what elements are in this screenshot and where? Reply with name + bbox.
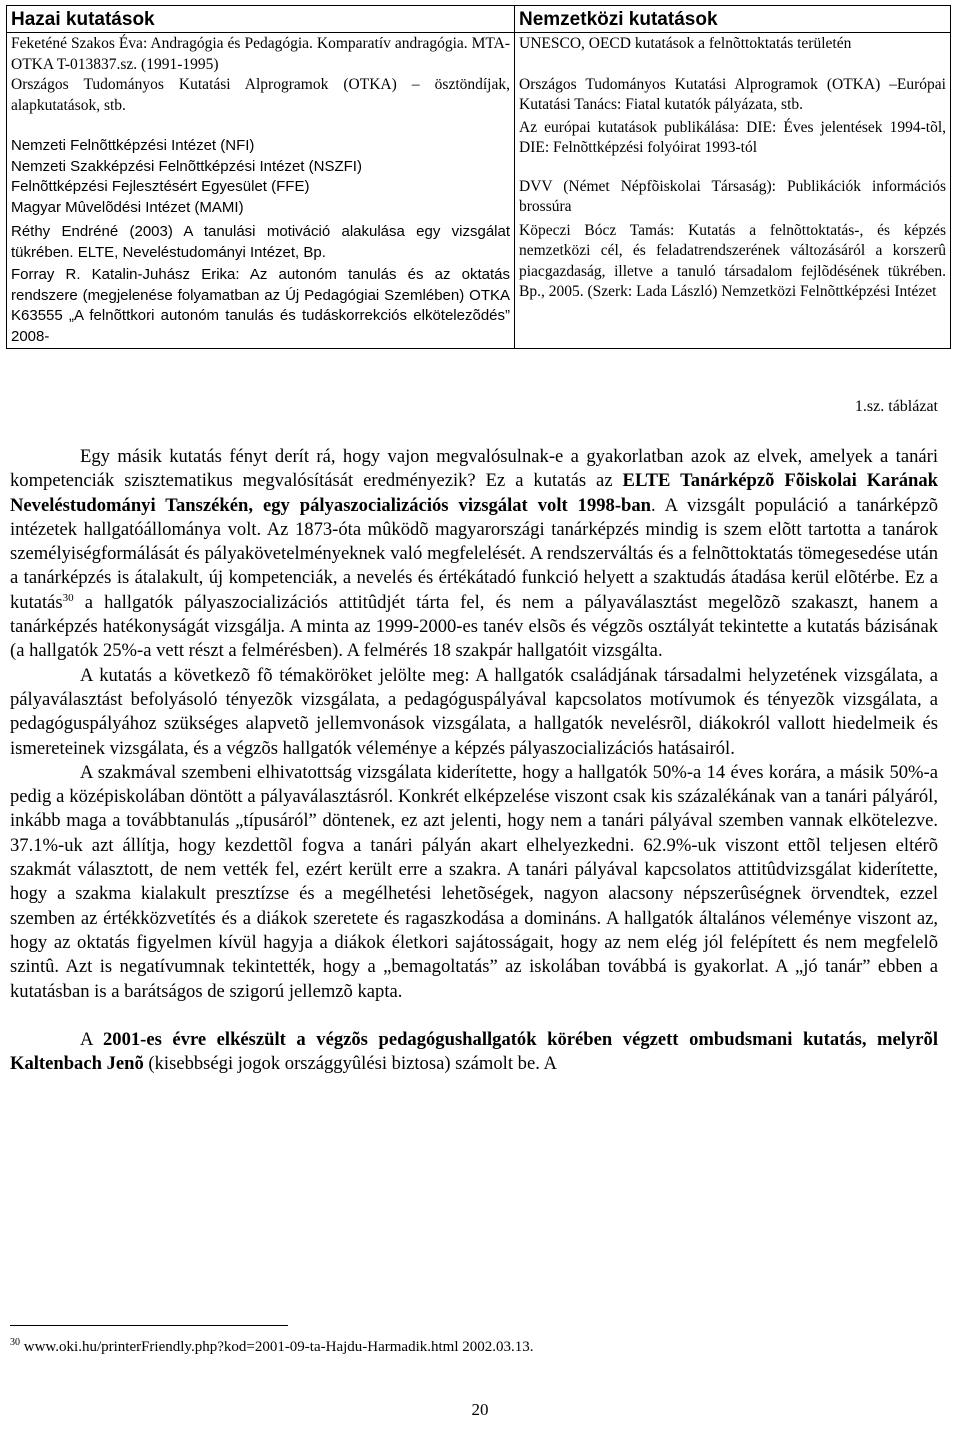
body-text — [10, 445, 938, 1076]
international-entry-3: Az európai kutatások publikálása: DIE: Éves jelentések 1994-tõl, DIE: Felnõttképzési folyóirat 1993-tól — [519, 118, 946, 156]
table-header-international: Nemzetközi kutatások — [515, 6, 951, 33]
domestic-entry-2: Országos Tudományos Kutatási Alprogramok (OTKA) – ösztöndíjak, alapkutatások, stb. — [11, 76, 510, 114]
footnote-reference: 30 — [62, 591, 74, 604]
footnote-separator — [10, 1325, 288, 1326]
institute-line: Nemzeti Felnõttképzési Intézet (NFI) — [11, 137, 255, 154]
paragraph: Egy másik kutatás fényt derít rá, hogy vajon megvalósulnak-e a gyakorlatban azok az elvek, amelyek a tanári kompetenciák szisztematikus megvalósítását eredményezik? Ez a kutatás az ELTE Tanárképzõ Fõiskolai Karának Neveléstudományi Tanszékén, egy pályaszocializációs vizsgálat volt 1998-ban. A vizsgált populáció a tanárképzõ intézetek hallgatóállománya volt. Az 1873-óta mûködõ magyarországi tanárképzés mindig is szem elõtt tartotta a tanárok személyiségformálását és pályakövetelményeknek való megfelelését. A rendszerváltás és a felnõttoktatás tömegesedése után a tanárképzés is átalakult, új kompetenciák, a nevelés és értékátadó funkció helyett a szaktudás átadása kerül elõtérbe. Ez a kutatás$^{30}$ a hallgatók pályaszocializációs attitûdjét tárta fel, és nem a pályaválasztást megelõzõ szakaszt, hanem a tanárképzés hatékonyságát vizsgálja. A minta az 1999-2000-es tanév elsõs és végzõs osztályát tekintette a kutatás bázisának (a hallgatók 25%-a vett részt a felmérésben). A felmérés 18 szakpár hallgatóit vizsgálta. — [10, 446, 938, 662]
table-header-row — [7, 6, 951, 33]
footnote — [10, 1339, 534, 1356]
institute-line: Magyar Mûvelõdési Intézet (MAMI) — [11, 198, 244, 216]
bold-phrase: ELTE Tanárképzõ Fõiskolai Karának Neveléstudományi Tanszékén, egy pályaszocializációs vizsgálat volt 1998-ban — [10, 470, 938, 516]
page-number: 20 — [471, 1400, 489, 1419]
table-row — [7, 33, 951, 349]
domestic-entry-5: Forray R. Katalin-Juhász Erika: Az autonóm tanulás és az oktatás rendszere (megjelenése folyamatban az Új Pedagógiai Szemlében) OTKA K63555 „A felnõttkori autonóm tanulás és tudáskorrekciós elkötelezõdés” 2008- — [11, 266, 510, 345]
domestic-entry-1: Feketéné Szakos Éva: Andragógia és Pedagógia. Komparatív andragógia. MTA-OTKA T-013837.sz. (1991-1995) — [11, 35, 510, 73]
institute-line: Nemzeti Szakképzési Felnõttképzési Intézet (NSZFI) — [11, 157, 362, 175]
paragraph: A szakmával szembeni elhivatottság vizsgálata kiderítette, hogy a hallgatók 50%-a 14 éves korára, a másik 50%-a pedig a középiskolában döntött a pályaválasztásról. Konkrét elképzelése viszont csak kis százalékának van a tanári pályáról, inkább maga a továbbtanulás „típusáról” döntenek, ez azt jelenti, hogy nem a tanári pályával szemben vannak elkötelezve. 37.1%-uk azt állítja, hogy kezdettõl fogva a tanári pályán akart elhelyezkedni. 62.9%-uk viszont ettõl teljesen eltérõ szakmát választott, de nem vették fel, ezért került erre a szakra. A tanári pályával kapcsolatos attitûdvizsgálat kiderítette, hogy a szakma kialakult presztízse és a megélhetési lehetõségek, nagyon alacsony népszerûségnek örvendtek, ezzel szemben az értékközvetítés és a diákok szeretete és ragaszkodása a domináns. A hallgatók általános véleménye viszont az, hogy az oktatás figyelmen kívül hagyja a diákok életkori sajátosságait, hogy az nem elég jól felépített és nem megfelelõ szintû. Azt is negatívumnak tekintették, hogy a „bemagoltatás” az iskolában továbbá is gyakorlat. A „jó tanár” ebben a kutatásban is a barátságos de szigorú jellemzõ kapta. — [10, 761, 938, 1002]
international-entry-5: Köpeczi Bócz Tamás: Kutatás a felnõttoktatás-, és képzés nemzetközi cél, és feladatrendszerének változásáról a korszerû piacgazdaság, illetve a tanuló társadalom fejlõdésének tükrében. Bp., 2005. (Szerk: Lada László) Nemzetközi Felnõttképzési Intézet — [519, 221, 946, 300]
paragraph: A 2001-es évre elkészült a végzõs pedagógushallgatók körében végzett ombudsmani kutatás, melyrõl Kaltenbach Jenõ (kisebbségi jogok országgyûlési biztosa) számolt be. A — [10, 1028, 938, 1075]
footnote-text: www.oki.hu/printerFriendly.php?kod=2001-09-ta-Hajdu-Harmadik.html 2002.03.13. — [20, 1339, 534, 1355]
international-entry-4: DVV (Német Népfõiskolai Társaság): Publikációk információs brossúra — [519, 177, 946, 215]
institute-line: Felnõttképzési Fejlesztésért Egyesület (FFE) — [11, 178, 310, 195]
table-caption: 1.sz. táblázat — [854, 398, 938, 415]
domestic-entry-3 — [11, 136, 510, 218]
paragraph: A kutatás a következõ fõ témaköröket jelölte meg: A hallgatók családjának társadalmi helyzetének vizsgálata, a pályaválasztást befolyásoló tényezõk vizsgálata, a pedagóguspályával kapcsolatos motívumok és tényezõk vizsgálata, a pedagóguspályához szükséges alapvetõ jellemvonások vizsgálata, a hallgatók nevelésrõl, diákokról vallott hiedelmeik és ismereteinek vizsgálata, és a végzõs hallgatók véleménye a képzés pályaszocializációs hatásairól. — [10, 664, 938, 759]
footnote-number: 30 — [10, 1337, 20, 1348]
international-entry-1: UNESCO, OECD kutatások a felnõttoktatás területén — [519, 35, 852, 52]
domestic-entry-4: Réthy Endréné (2003) A tanulási motiváció alakulása egy vizsgálat tükrében. ELTE, Neveléstudományi Intézet, Bp. — [11, 223, 510, 261]
international-entry-2: Országos Tudományos Kutatási Alprogramok (OTKA) –Európai Kutatási Tanács: Fiatal kutatók pályázata, stb. — [519, 75, 946, 113]
bold-phrase: 2001-es évre elkészült a végzõs pedagógushallgatók körében végzett ombudsmani kutatás, melyrõl Kaltenbach Jenõ — [10, 1028, 938, 1075]
research-comparison-table — [6, 5, 951, 349]
table-header-domestic: Hazai kutatások — [7, 6, 515, 33]
